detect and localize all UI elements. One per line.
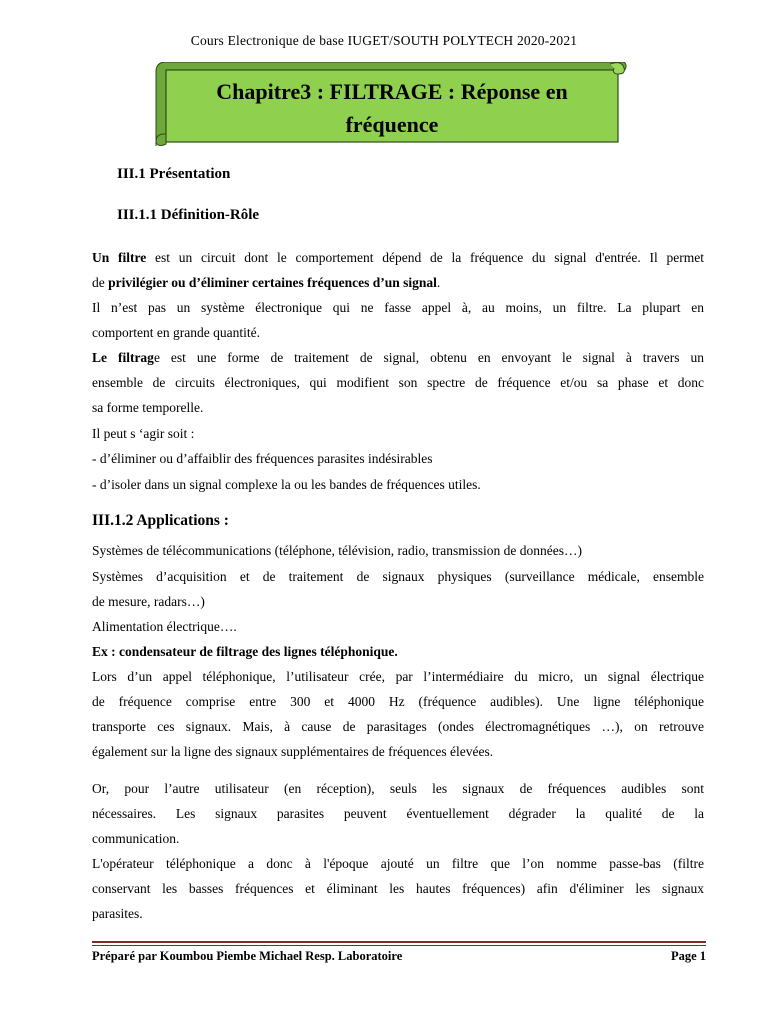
text-run: Systèmes de télécommunications (téléphone, télévision, radio, transmission de données…) (92, 543, 583, 558)
paragraph-line: parasites. (92, 906, 143, 921)
paragraph-line: transporte ces signaux. Mais, à cause de parasitages (ondes électromagnétiques …), on retrouve (92, 719, 704, 734)
term-un-filtre: Un filtre (92, 250, 147, 265)
term-le-filtrage: Le filtrag (92, 350, 154, 365)
paragraph-line: Il peut s ‘agir soit : (92, 426, 195, 441)
emphasis-text: privilégier ou d’éliminer certaines fréquences d’un signal (108, 275, 437, 290)
paragraph-line: sa forme temporelle. (92, 400, 204, 415)
list-item (92, 614, 704, 639)
text-run: Alimentation électrique…. (92, 619, 237, 634)
footer-rule (92, 945, 706, 946)
paragraph-line: L'opérateur téléphonique a donc à l'époque ajouté un filtre que l’on nomme passe-bas (filtre (92, 856, 704, 871)
paragraph-line: nécessaires. Les signaux parasites peuvent éventuellement dégrader la qualité de la (92, 806, 704, 821)
paragraph-line (92, 270, 704, 295)
footer-author: Préparé par Koumbou Piembe Michael Resp. Laboratoire (92, 949, 403, 963)
chapter-title (172, 75, 612, 141)
list-item (92, 564, 704, 589)
section-heading-definition: III.1.1 Définition-Rôle (117, 207, 260, 223)
text-run: e est une forme de traitement de signal, obtenu en envoyant le signal à travers un (153, 350, 704, 365)
paragraph-line: Lors d’un appel téléphonique, l’utilisateur crée, par l’intermédiaire du micro, un signal électrique (92, 669, 704, 684)
paragraph-line: Il n’est pas un système électronique qui ne fasse appel à, au moins, un filtre. La plupart en (92, 300, 704, 315)
paragraph-line: comportent en grande quantité. (92, 325, 260, 340)
chapter-title-line1: Chapitre3 : FILTRAGE : Réponse en (216, 79, 568, 104)
paragraph-line (92, 245, 704, 270)
paragraph-line: communication. (92, 831, 180, 846)
text-run: de (92, 275, 109, 290)
paragraph-line: conservant les basses fréquences et éliminant les hautes fréquences) afin d'éliminer les signaux (92, 881, 704, 896)
list-item-continuation: de mesure, radars…) (92, 594, 205, 609)
example-title: Ex : condensateur de filtrage des lignes téléphonique. (92, 644, 398, 659)
paragraph-line: ensemble de circuits électroniques, qui modifient son spectre de fréquence et/ou sa phase et donc (92, 375, 704, 390)
paragraph-line: de fréquence comprise entre 300 et 4000 Hz (fréquence audibles). Une ligne téléphonique (92, 694, 704, 709)
paragraph-line: Or, pour l’autre utilisateur (en réception), seuls les signaux de fréquences audibles sont (92, 781, 704, 796)
paragraph-line: - d’éliminer ou d’affaiblir des fréquences parasites indésirables (92, 451, 433, 466)
footer-rule (92, 941, 706, 943)
text-run: . (436, 275, 441, 290)
paragraph-line (92, 345, 704, 370)
paragraph-line: - d’isoler dans un signal complexe la ou les bandes de fréquences utiles. (92, 477, 481, 492)
text-run: Systèmes d’acquisition et de traitement de signaux physiques (surveillance médicale, ensemble (92, 569, 704, 584)
section-heading-applications: III.1.2 Applications : (92, 512, 229, 529)
running-header: Cours Electronique de base IUGET/SOUTH POLYTECH 2020-2021 (190, 33, 578, 48)
chapter-title-line2: fréquence (345, 112, 439, 137)
page-number: Page 1 (670, 949, 706, 963)
text-run: est un circuit dont le comportement dépend de la fréquence du signal d'entrée. Il permet (146, 250, 704, 265)
chapter-banner (152, 62, 630, 146)
list-item (92, 538, 704, 563)
paragraph-line: également sur la ligne des signaux supplémentaires de fréquences élevées. (92, 744, 494, 759)
section-heading-presentation: III.1 Présentation (117, 166, 231, 182)
